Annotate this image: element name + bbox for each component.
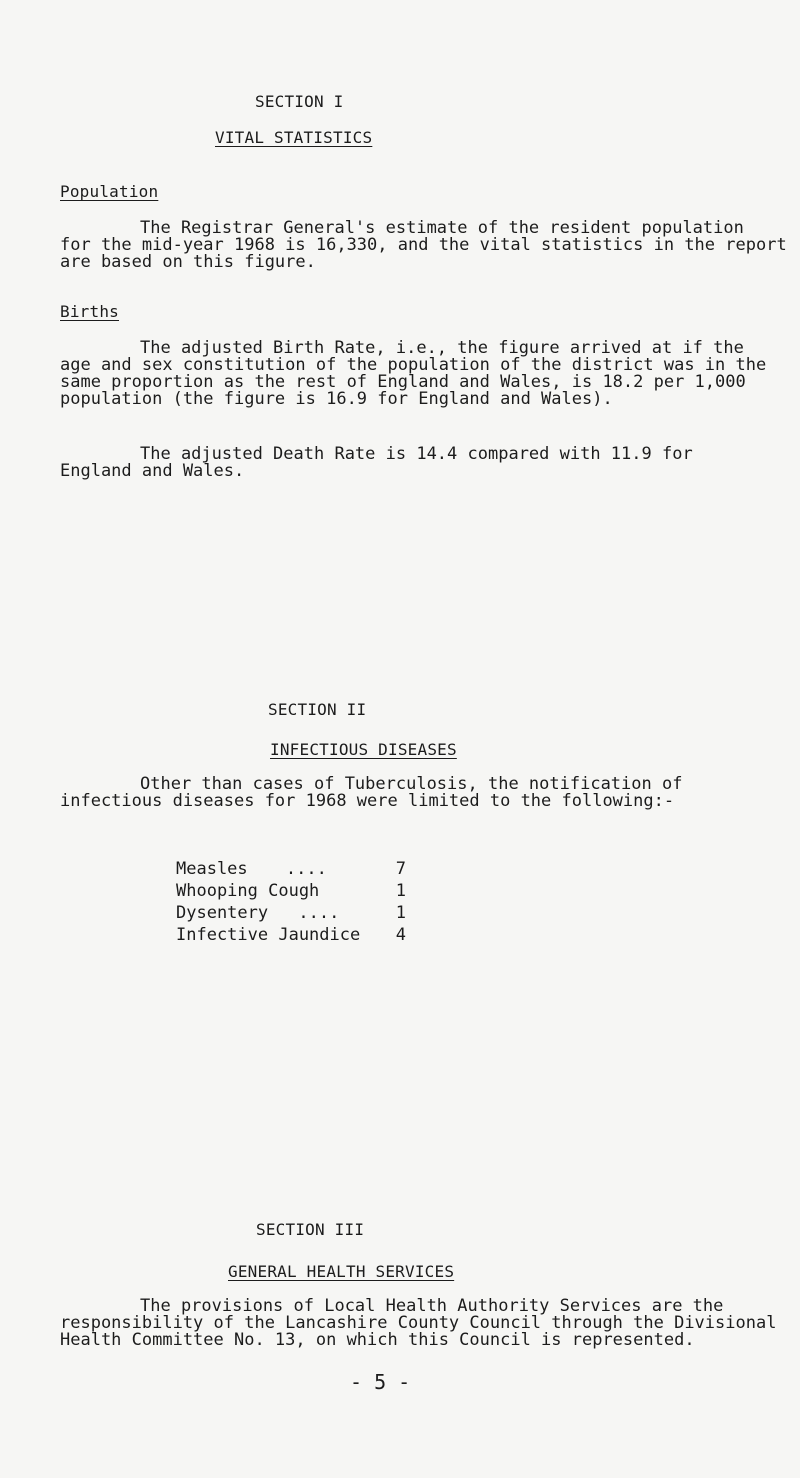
- table-row: [176, 902, 406, 924]
- section-1-title: VITAL STATISTICS: [215, 128, 373, 147]
- infectious-intro-line-1: Other than cases of Tuberculosis, the notification of: [140, 774, 683, 794]
- leader-dots: ....: [285, 859, 327, 879]
- population-line-2: for the mid-year 1968 is 16,330, and the vital statistics in the report: [60, 235, 787, 255]
- table-row: [176, 880, 406, 902]
- health-services-line-1: The provisions of Local Health Authority Services are the: [140, 1296, 724, 1316]
- death-rate-line-1: The adjusted Death Rate is 14.4 compared with 11.9 for: [140, 444, 693, 464]
- health-services-line-2: responsibility of the Lancashire County Council through the Divisional: [60, 1313, 777, 1333]
- disease-name: [176, 858, 376, 880]
- health-services-paragraph: [60, 1296, 777, 1350]
- leader-dots: ....: [298, 903, 340, 923]
- birth-rate-paragraph: [60, 338, 767, 409]
- table-row: [176, 858, 406, 880]
- death-rate-paragraph: [60, 446, 760, 480]
- disease-name-text: Infective Jaundice: [176, 925, 361, 945]
- diseases-list: [176, 858, 406, 946]
- diseases-table: [176, 858, 406, 946]
- section-3-title: GENERAL HEALTH SERVICES: [228, 1262, 455, 1281]
- births-heading: Births: [60, 302, 119, 321]
- death-rate-line-2: England and Wales.: [60, 461, 245, 481]
- disease-count: 1: [395, 881, 406, 901]
- section-1-heading: SECTION I: [255, 92, 344, 111]
- disease-name: [176, 880, 376, 902]
- disease-name: [176, 902, 376, 924]
- population-line-3: are based on this figure.: [60, 252, 316, 272]
- birth-rate-line-2: age and sex constitution of the population of the district was in the: [60, 355, 767, 375]
- disease-name-text: Measles: [176, 859, 248, 879]
- disease-name-text: Dysentery: [176, 903, 269, 923]
- disease-name: [176, 924, 376, 946]
- birth-rate-line-3: same proportion as the rest of England and Wales, is 18.2 per 1,000: [60, 372, 746, 392]
- population-heading: Population: [60, 182, 159, 201]
- infectious-intro-line-2: infectious diseases for 1968 were limited to the following:-: [60, 791, 675, 811]
- table-row: [176, 924, 406, 946]
- page-number: - 5 -: [350, 1370, 411, 1394]
- section-2-heading: SECTION II: [268, 700, 367, 719]
- population-line-1: The Registrar General's estimate of the resident population: [140, 218, 744, 238]
- health-services-line-3: Health Committee No. 13, on which this Council is represented.: [60, 1330, 695, 1350]
- birth-rate-line-4: population (the figure is 16.9 for England and Wales).: [60, 389, 613, 409]
- disease-count: 7: [395, 859, 406, 879]
- section-3-heading: SECTION III: [256, 1220, 365, 1239]
- disease-count: 1: [395, 903, 406, 923]
- disease-count: 4: [395, 925, 406, 945]
- disease-name-text: Whooping Cough: [176, 881, 320, 901]
- birth-rate-line-1: The adjusted Birth Rate, i.e., the figure arrived at if the: [140, 338, 744, 358]
- population-paragraph: [60, 218, 787, 272]
- section-2-title: INFECTIOUS DISEASES: [270, 740, 457, 759]
- infectious-intro-paragraph: [60, 776, 760, 810]
